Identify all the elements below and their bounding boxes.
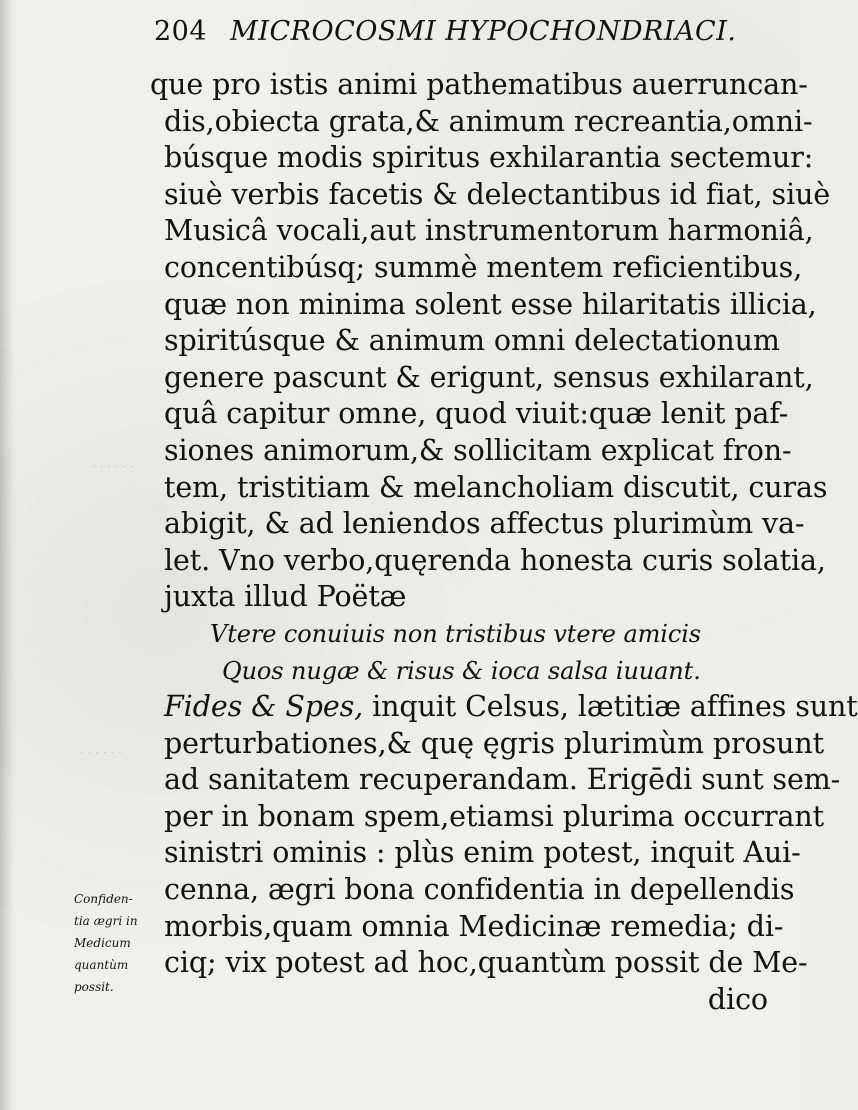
margin-note-line: quantùm	[74, 958, 129, 972]
text-line: búsque modis spiritus exhilarantia sectemur:	[164, 141, 814, 175]
text-line: que pro istis animi pathematibus auerruncan-	[150, 68, 808, 101]
text-line: abigit, & ad leniendos affectus plurimùm va-	[164, 507, 805, 541]
text-line: concentibúsq; summè mentem reficientibus,	[164, 250, 803, 284]
fides-spes-phrase: Fides & Spes,	[164, 690, 364, 724]
text-line: quæ non minima solent esse hilaritatis illicia,	[164, 287, 817, 321]
text-line: siuè verbis facetis & delectantibus id fiat, siuè	[164, 177, 831, 211]
catchword: dico	[707, 982, 768, 1016]
text-line-rest: inquit Celsus, lætitiæ affines sunt	[363, 690, 858, 724]
margin-note-line: Medicum	[74, 936, 131, 950]
text-line: per in bonam spem,etiamsi plurima occurrant	[164, 799, 824, 833]
text-line: cenna, ægri bona confidentia in depellendis	[164, 873, 795, 907]
gutter-shadow	[0, 0, 16, 1110]
running-title: MICROCOSMI HYPOCHONDRIACI.	[230, 16, 737, 47]
verse-line: Vtere conuiuis non tristibus vtere amicis	[210, 619, 702, 648]
running-header	[154, 10, 754, 54]
margin-note-line: Confiden-	[74, 892, 133, 906]
text-line: dis,obiecta grata,& animum recreantia,omni-	[164, 104, 813, 138]
show-through-mark: · · · · · ·	[80, 746, 122, 760]
text-line: sinistri ominis : plùs enim potest, inquit Aui-	[164, 836, 801, 870]
text-line: juxta illud Poëtæ	[164, 580, 407, 614]
margin-note-line: possit.	[74, 980, 114, 994]
page-number: 204	[154, 16, 208, 47]
text-line: morbis,quam omnia Medicinæ remedia; di-	[164, 909, 784, 943]
text-line	[150, 689, 858, 726]
text-line: genere pascunt & erigunt, sensus exhilarant,	[164, 360, 814, 394]
text-line: quâ capitur omne, quod viuit:quæ lenit paf-	[164, 397, 789, 431]
text-line: let. Vno verbo,quęrenda honesta curis solatia,	[164, 543, 826, 577]
text-line: siones animorum,& sollicitam explicat fron-	[164, 433, 792, 467]
margin-note-line: tia ægri in	[74, 914, 138, 928]
text-line: Musicâ vocali,aut instrumentorum harmoniâ,	[164, 214, 814, 248]
text-line: ciq; vix potest ad hoc,quantùm possit de Me-	[164, 946, 808, 980]
text-line: spiritúsque & animum omni delectationum	[164, 324, 780, 358]
show-through-mark: · · · · · ·	[92, 460, 134, 474]
main-text-block	[150, 67, 858, 1018]
verse-line: Quos nugæ & risus & ioca salsa iuuant.	[222, 656, 701, 685]
text-line: tem, tristitiam & melancholiam discutit, curas	[164, 470, 828, 504]
text-line: perturbationes,& quę ęgris plurimùm prosunt	[164, 726, 824, 760]
margin-note	[74, 888, 156, 998]
text-line: ad sanitatem recuperandam. Erigēdi sunt sem-	[164, 763, 841, 797]
